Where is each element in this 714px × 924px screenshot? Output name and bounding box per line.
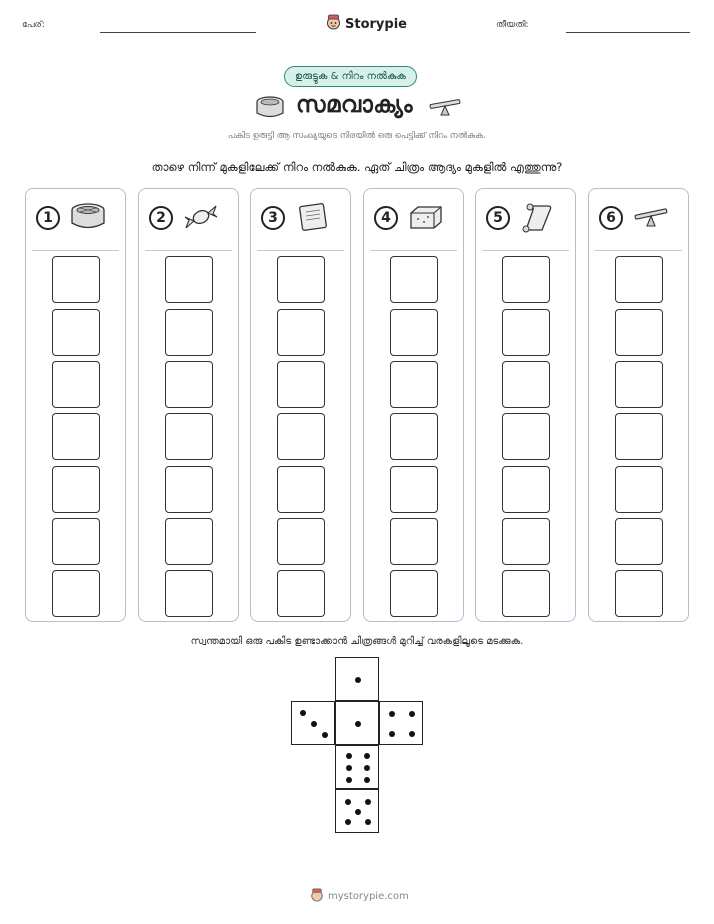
die-pip	[300, 710, 306, 716]
color-box[interactable]	[52, 361, 100, 408]
storypie-mascot-icon	[310, 888, 324, 905]
seesaw-icon	[428, 98, 462, 118]
color-box[interactable]	[277, 570, 325, 617]
column-5	[475, 188, 576, 622]
die-face-3	[291, 701, 335, 745]
die-pip	[345, 819, 351, 825]
subtitle: പകിട ഉരുട്ടി ആ സംഖ്യയുടെ നിരയിൽ ഒരു പെട്ടിക്ക് നിറം നൽകുക.	[228, 131, 486, 141]
scroll-icon	[520, 202, 556, 234]
color-box[interactable]	[277, 256, 325, 303]
color-box[interactable]	[277, 518, 325, 565]
sponge-icon	[408, 202, 444, 234]
die-pip	[409, 711, 415, 717]
candy-icon	[183, 202, 219, 234]
color-box[interactable]	[165, 256, 213, 303]
column-number: 4	[374, 206, 398, 230]
die-pip	[355, 677, 361, 683]
drum-icon	[255, 95, 285, 121]
column-divider	[145, 250, 232, 251]
color-box[interactable]	[390, 518, 438, 565]
die-pip	[355, 721, 361, 727]
die-face-6	[335, 745, 379, 789]
die-face-1	[335, 701, 379, 745]
color-box[interactable]	[165, 570, 213, 617]
column-4	[363, 188, 464, 622]
die-pip	[365, 819, 371, 825]
color-box[interactable]	[502, 413, 550, 460]
color-box[interactable]	[390, 256, 438, 303]
die-pip	[346, 753, 352, 759]
color-box[interactable]	[277, 466, 325, 513]
die-pip	[364, 753, 370, 759]
die-instruction: സ്വന്തമായി ഒരു പകിട ഉണ്ടാക്കാൻ ചിത്രങ്ങൾ മുറിച്ച് വരകളിലൂടെ മടക്കുക.	[190, 636, 524, 647]
die-pip	[346, 777, 352, 783]
footer-url[interactable]: mystorypie.com	[328, 891, 409, 902]
column-divider	[595, 250, 682, 251]
die-face-4	[379, 701, 423, 745]
color-box[interactable]	[165, 518, 213, 565]
die-pip	[365, 799, 371, 805]
column-divider	[257, 250, 344, 251]
column-6	[588, 188, 689, 622]
date-line[interactable]	[566, 32, 690, 33]
color-box[interactable]	[502, 361, 550, 408]
die-pip	[345, 799, 351, 805]
color-box[interactable]	[165, 413, 213, 460]
color-box[interactable]	[615, 466, 663, 513]
die-pip	[389, 731, 395, 737]
color-box[interactable]	[390, 466, 438, 513]
column-3	[250, 188, 351, 622]
color-box[interactable]	[52, 413, 100, 460]
color-box[interactable]	[615, 518, 663, 565]
footer	[310, 888, 409, 905]
column-divider	[482, 250, 569, 251]
brand-logo	[326, 14, 407, 34]
seesaw-icon	[633, 202, 669, 234]
color-box[interactable]	[277, 413, 325, 460]
die-face-1	[335, 657, 379, 701]
name-line[interactable]	[100, 32, 256, 33]
color-box[interactable]	[390, 413, 438, 460]
instruction: താഴെ നിന്ന് മുകളിലേക്ക് നിറം നൽകുക. ഏത് ചിത്രം ആദ്യം മുകളിൽ എത്തുന്നു?	[151, 160, 563, 174]
color-box[interactable]	[52, 466, 100, 513]
color-box[interactable]	[52, 256, 100, 303]
column-number: 3	[261, 206, 285, 230]
brand-name: Storypie	[345, 16, 407, 32]
color-box[interactable]	[52, 570, 100, 617]
column-number: 2	[149, 206, 173, 230]
color-box[interactable]	[165, 361, 213, 408]
color-box[interactable]	[165, 466, 213, 513]
date-label: തീയതി:	[496, 20, 529, 30]
column-number: 5	[486, 206, 510, 230]
column-2	[138, 188, 239, 622]
die-pip	[322, 732, 328, 738]
color-box[interactable]	[615, 413, 663, 460]
die-pip	[364, 777, 370, 783]
die-pip	[355, 809, 361, 815]
color-box[interactable]	[615, 570, 663, 617]
color-box[interactable]	[502, 518, 550, 565]
color-box[interactable]	[615, 361, 663, 408]
color-box[interactable]	[52, 309, 100, 356]
column-number: 6	[599, 206, 623, 230]
color-box[interactable]	[277, 309, 325, 356]
die-pip	[389, 711, 395, 717]
column-1	[25, 188, 126, 622]
name-label: പേര്:	[22, 20, 45, 30]
color-box[interactable]	[615, 309, 663, 356]
page-title: സമവാക്യം	[296, 92, 414, 118]
column-divider	[32, 250, 119, 251]
color-box[interactable]	[390, 361, 438, 408]
storypie-mascot-icon	[326, 14, 341, 34]
die-face-5	[335, 789, 379, 833]
color-box[interactable]	[502, 256, 550, 303]
color-box[interactable]	[390, 309, 438, 356]
column-divider	[370, 250, 457, 251]
color-box[interactable]	[502, 309, 550, 356]
column-number: 1	[36, 206, 60, 230]
die-pip	[364, 765, 370, 771]
activity-badge: ഉരുട്ടുക & നിറം നൽകുക	[284, 66, 417, 87]
color-box[interactable]	[165, 309, 213, 356]
die-pip	[346, 765, 352, 771]
color-box[interactable]	[502, 570, 550, 617]
drum-icon	[70, 202, 106, 234]
color-box[interactable]	[502, 466, 550, 513]
color-box[interactable]	[277, 361, 325, 408]
die-pip	[409, 731, 415, 737]
color-box[interactable]	[52, 518, 100, 565]
color-box[interactable]	[615, 256, 663, 303]
die-pip	[311, 721, 317, 727]
tablet-icon	[295, 202, 331, 234]
color-box[interactable]	[390, 570, 438, 617]
